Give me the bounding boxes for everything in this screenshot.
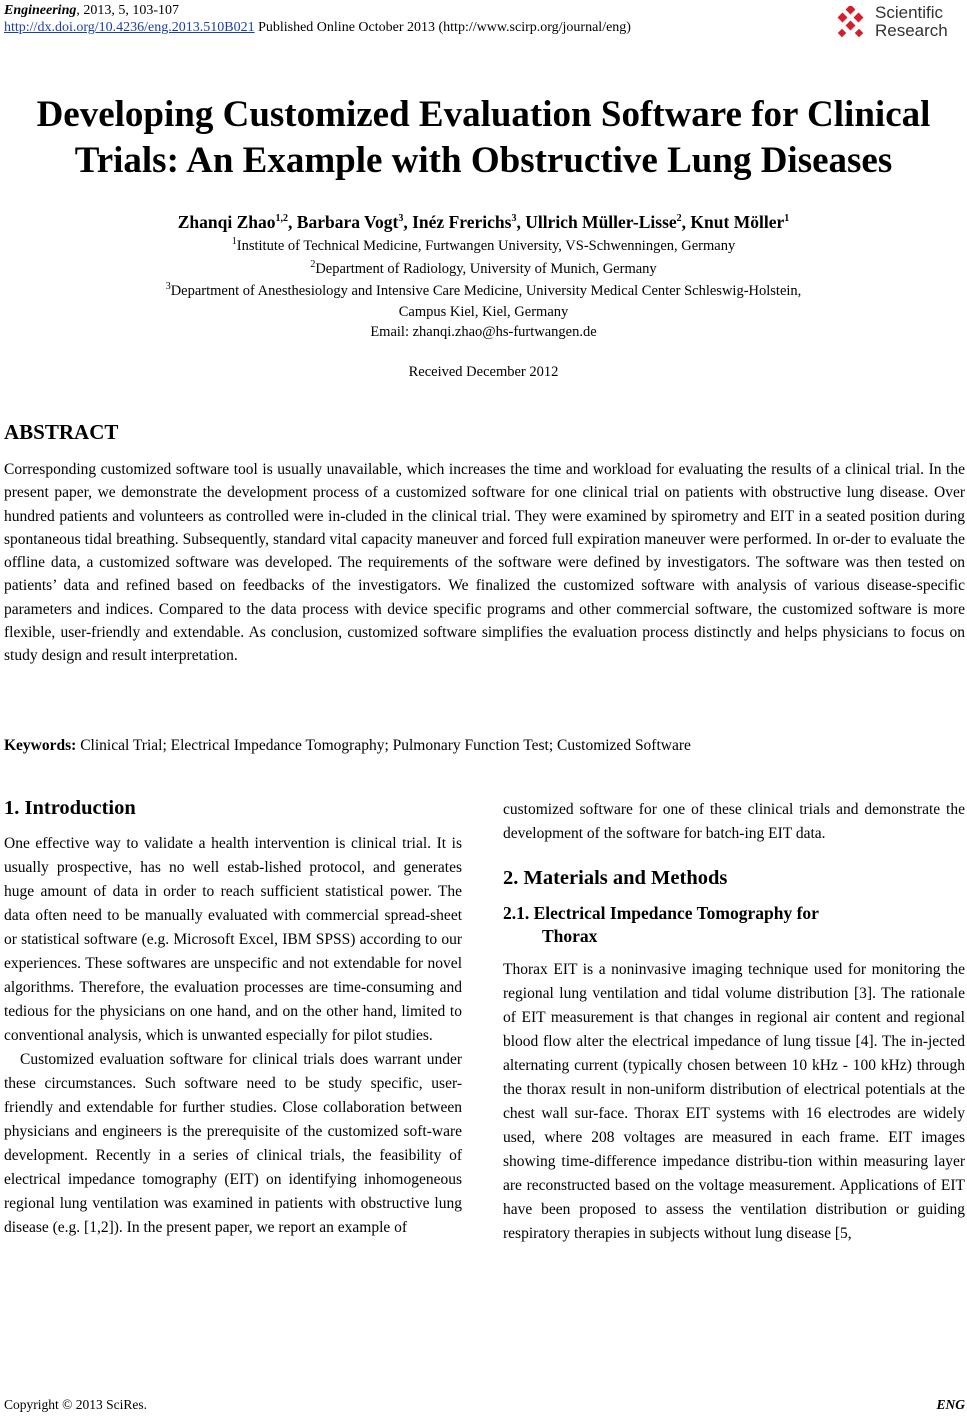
paragraph: customized software for one of these clinical trials and demonstrate the development of the software for batch-ing EIT data. xyxy=(503,801,965,842)
subsection-number: 2.1. xyxy=(503,903,530,923)
affiliation-3b: Campus Kiel, Kiel, Germany xyxy=(398,304,569,320)
affiliation-text: Department of Anesthesiology and Intensive Care Medicine, University Medical Center Schleswig-Holstein, xyxy=(170,283,802,299)
author-sup: 1,2 xyxy=(275,213,289,225)
scientific-research-logo-icon xyxy=(835,6,869,40)
keywords-label: Keywords: xyxy=(4,737,77,754)
paper-title xyxy=(0,92,967,184)
published-info: Published Online October 2013 (http://www.scirp.org/journal/eng) xyxy=(254,20,631,35)
page-footer xyxy=(4,1397,965,1413)
left-column xyxy=(4,794,462,1240)
author-list xyxy=(0,212,967,233)
abstract-text: Corresponding customized software tool is usually unavailable, which increases the time and workload for evaluating the results of a clinical trial. In the present paper, we demonstrate the development process of a customized software for one clinical trial on patients with obstructive lung disease. Over hundred patients and volunteers as controlled were in-cluded in the clinical trial. They were examined by spirometry and EIT in a seated position during spontaneous tidal breathing. Subsequently, standard vital capacity maneuver and forced full expiration maneuver were performed. In or-der to evaluate the offline data, a customized software was developed. The requirements of the software were defined by investigators. The software was then tested on patients’ data and refined based on feedbacks of the investigators. We finalized the customized software with analysis of various disease-specific parameters and indices. Compared to the data process with device specific programs and other commercial software, the customized software is more flexible, user-friendly and extendable. As conclusion, customized software simplifies the evaluation process distinctly and helps physicians to focus on study design and result interpretation. xyxy=(4,461,965,665)
volume-info: , 2013, 5, 103-107 xyxy=(76,3,180,18)
email: Email: zhanqi.zhao@hs-furtwangen.de xyxy=(370,324,597,340)
affiliation-text: Institute of Technical Medicine, Furtwangen University, VS-Schwenningen, Germany xyxy=(236,238,736,254)
journal-name: Engineering xyxy=(4,3,77,18)
journal-header xyxy=(4,2,631,36)
subsection-title-line2: Thorax xyxy=(542,926,598,946)
author-sup: 2 xyxy=(676,213,682,225)
section-heading-methods: 2. Materials and Methods xyxy=(503,867,728,889)
author-sep: , xyxy=(681,212,691,232)
affiliation-1 xyxy=(0,236,967,256)
subsection-title-line1: Electrical Impedance Tomography for xyxy=(533,903,819,923)
right-column xyxy=(503,798,965,1246)
author: Barbara Vogt xyxy=(296,212,399,232)
affiliation-sup: 1 xyxy=(231,236,237,248)
section-heading-introduction: 1. Introduction xyxy=(4,797,136,819)
paragraph: Customized evaluation software for clinical trials does warrant under these circumstances. Such software need to be study specific, user-friendly and extendable for further studies. Close collaboration between physicians and engineers is the prerequisite of the customized soft-ware development. Recently in a series of clinical trials, the feasibility of electrical impedance tomography (EIT) on identifying inhomogeneous regional lung ventilation was examined in patients with obstructive lung disease (e.g. [1,2]). In the present paper, we report an example of xyxy=(4,1051,462,1236)
author-sup: 3 xyxy=(511,213,517,225)
affiliation-sup: 3 xyxy=(165,281,171,293)
author: Inéz Frerichs xyxy=(412,212,512,232)
subsection-heading xyxy=(503,902,965,948)
author: Ullrich Müller-Lisse xyxy=(525,212,677,232)
logo-line1: Scientific xyxy=(875,3,944,22)
affiliation-3 xyxy=(0,281,967,301)
author-sep: , xyxy=(403,212,413,232)
keywords-text: Clinical Trial; Electrical Impedance Tomography; Pulmonary Function Test; Customized Software xyxy=(76,737,691,754)
title-line2: Trials: An Example with Obstructive Lung Diseases xyxy=(74,140,893,181)
logo-line2: Research xyxy=(875,21,948,40)
author-sup: 3 xyxy=(398,213,404,225)
author-sep: , xyxy=(516,212,526,232)
affiliation-text: Department of Radiology, University of Munich, Germany xyxy=(315,261,657,277)
paragraph: Thorax EIT is a noninvasive imaging technique used for monitoring the regional lung ventilation and tidal volume distribution [3]. The rationale of EIT measurement is that changes in regional air content and regional blood flow alter the electrical impedance of lung tissue [4]. The in-jected alternating current (typically chosen between 10 kHz - 100 kHz) through the thorax result in non-uniform distribution of electrical potentials at the chest wall sur-face. Thorax EIT systems with 16 electrodes are widely used, where 208 voltages are measured in each frame. EIT images showing time-difference impedance distribu-tion within measuring layer are reconstructed based on the voltage measurement. Applications of EIT have been proposed to assess the ventilation distribution or guiding respiratory therapies in subjects without lung disease [5, xyxy=(503,961,965,1242)
author-sep: , xyxy=(288,212,297,232)
copyright: Copyright © 2013 SciRes. xyxy=(4,1397,148,1412)
paragraph: One effective way to validate a health intervention is clinical trial. It is usually prospective, has no well estab-lished protocol, and generates huge amount of data in order to reach sufficient statistical power. The data often need to be manually evaluated with commercial spread-sheet or statistical software (e.g. Microsoft Excel, IBM SPSS) according to our experiences. These softwares are unspecific and not extendable for novel algorithms. Therefore, the evaluation processes are time-consuming and tedious for the physicians on one hand, and on the other hand, limited to conventional analysis, which is unwanted especially for pilot studies. xyxy=(4,835,462,1044)
title-line1: Developing Customized Evaluation Software for Clinical xyxy=(36,94,931,135)
keywords xyxy=(4,737,965,755)
author: Zhanqi Zhao xyxy=(177,212,276,232)
journal-abbreviation: ENG xyxy=(936,1397,965,1412)
affiliation-sup: 2 xyxy=(310,259,316,271)
author-sup: 1 xyxy=(784,213,790,225)
affiliation-2 xyxy=(0,259,967,279)
publisher-logo xyxy=(835,2,963,42)
author: Knut Möller xyxy=(690,212,785,232)
abstract-heading: ABSTRACT xyxy=(4,420,119,444)
received-date: Received December 2012 xyxy=(408,364,559,380)
doi-link[interactable]: http://dx.doi.org/10.4236/eng.2013.510B021 xyxy=(4,20,255,35)
